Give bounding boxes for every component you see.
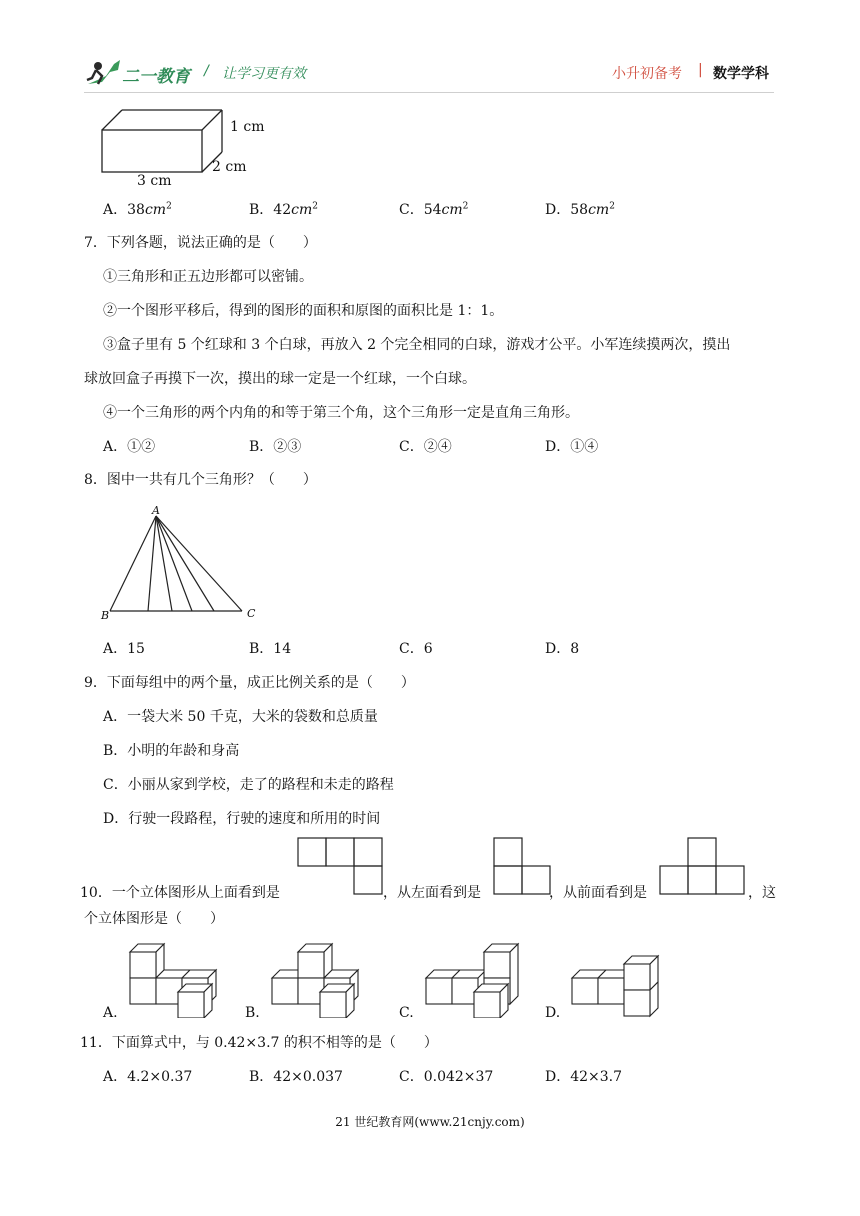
cube-figure-b xyxy=(266,938,378,1018)
q10-stem-part4: ，这 xyxy=(748,885,776,901)
slogan-separator: / xyxy=(204,63,209,79)
q10-stem-part3: ，从前面看到是 xyxy=(549,885,647,901)
q8-option-b[interactable]: B．14 xyxy=(249,641,292,657)
cuboid-height-label: 1 cm xyxy=(230,119,265,135)
q7-option-b[interactable]: B．②③ xyxy=(249,439,302,455)
q11-option-b[interactable]: B．42×0.037 xyxy=(249,1069,343,1085)
q9-option-a[interactable]: A．一袋大米 50 千克，大米的袋数和总质量 xyxy=(103,709,378,725)
cuboid-width-label: 3 cm xyxy=(137,173,172,189)
footer: 21 世纪教育网(www.21cnjy.com) xyxy=(335,1115,525,1129)
q11-option-c[interactable]: C．0.042×37 xyxy=(399,1069,494,1085)
q7-statement-2: ②一个图形平移后，得到的图形的面积和原图的面积比是 1：1。 xyxy=(103,303,504,319)
logo-text: 二一教育 xyxy=(122,67,190,87)
q7-option-d[interactable]: D．①④ xyxy=(545,439,599,455)
q6-option-b[interactable]: B．$42cm^2$ xyxy=(249,201,318,218)
q10-stem-line2: 个立体图形是（ ） xyxy=(84,911,224,927)
q9-option-b[interactable]: B．小明的年龄和身高 xyxy=(103,743,240,759)
cube-figure-d xyxy=(566,938,678,1018)
q11-stem: 11．下面算式中，与 0.42×3.7 的积不相等的是（ ） xyxy=(80,1035,438,1051)
q8-stem: 8．图中一共有几个三角形？（ ） xyxy=(84,472,317,488)
q6-option-a[interactable]: A．$38cm^2$ xyxy=(103,201,172,218)
left-view-figure xyxy=(492,836,554,898)
q9-option-d[interactable]: D．行驶一段路程，行驶的速度和所用的时间 xyxy=(103,811,381,827)
vertex-label-c: C xyxy=(247,607,256,620)
q7-statement-3b: 球放回盒子再摸下一次，摸出的球一定是一个红球，一个白球。 xyxy=(84,371,476,387)
q9-stem: 9．下面每组中的两个量，成正比例关系的是（ ） xyxy=(84,675,415,691)
cube-figure-c xyxy=(420,938,532,1018)
q10-stem-part2: ，从左面看到是 xyxy=(383,885,481,901)
front-view-figure xyxy=(658,836,750,898)
q6-option-c[interactable]: C．$54cm^2$ xyxy=(399,201,469,218)
q10-option-d[interactable]: D. xyxy=(545,1005,561,1021)
header-separator: | xyxy=(698,62,703,78)
triangle-figure xyxy=(96,502,266,626)
q7-statement-4: ④一个三角形的两个内角的和等于第三个角，这个三角形一定是直角三角形。 xyxy=(103,405,579,421)
q8-option-d[interactable]: D．8 xyxy=(545,641,580,657)
vertex-label-a: A xyxy=(152,504,160,517)
q11-option-a[interactable]: A．4.2×0.37 xyxy=(103,1069,193,1085)
q8-option-c[interactable]: C．6 xyxy=(399,641,433,657)
q10-option-b[interactable]: B. xyxy=(245,1005,260,1021)
header-rule xyxy=(84,92,774,93)
slogan: 让学习更有效 xyxy=(222,66,306,82)
q11-option-d[interactable]: D．42×3.7 xyxy=(545,1069,623,1085)
vertex-label-b: B xyxy=(101,609,110,622)
header xyxy=(0,0,860,100)
q7-statement-3a: ③盒子里有 5 个红球和 3 个白球，再放入 2 个完全相同的白球，游戏才公平。小军连续摸两次，摸出 xyxy=(103,337,731,353)
q6-option-d[interactable]: D．$58cm^2$ xyxy=(545,201,615,218)
q7-option-c[interactable]: C．②④ xyxy=(399,439,452,455)
header-exam-label: 小升初备考 xyxy=(612,66,682,82)
q10-option-c[interactable]: C. xyxy=(399,1005,414,1021)
header-subject: 数学学科 xyxy=(713,66,769,82)
q7-statement-1: ①三角形和正五边形都可以密铺。 xyxy=(103,269,313,285)
q7-option-a[interactable]: A．①② xyxy=(103,439,156,455)
q8-option-a[interactable]: A．15 xyxy=(103,641,145,657)
q10-option-a[interactable]: A. xyxy=(103,1005,118,1021)
cuboid-depth-label: 2 cm xyxy=(212,159,247,175)
q10-stem-part1: 10．一个立体图形从上面看到是 xyxy=(80,885,280,901)
top-view-figure xyxy=(296,836,386,898)
q7-stem: 7．下列各题，说法正确的是（ ） xyxy=(84,235,317,251)
logo-runner-icon xyxy=(84,56,124,88)
cube-figure-a xyxy=(124,938,236,1018)
q9-option-c[interactable]: C．小丽从家到学校，走了的路程和未走的路程 xyxy=(103,777,394,793)
